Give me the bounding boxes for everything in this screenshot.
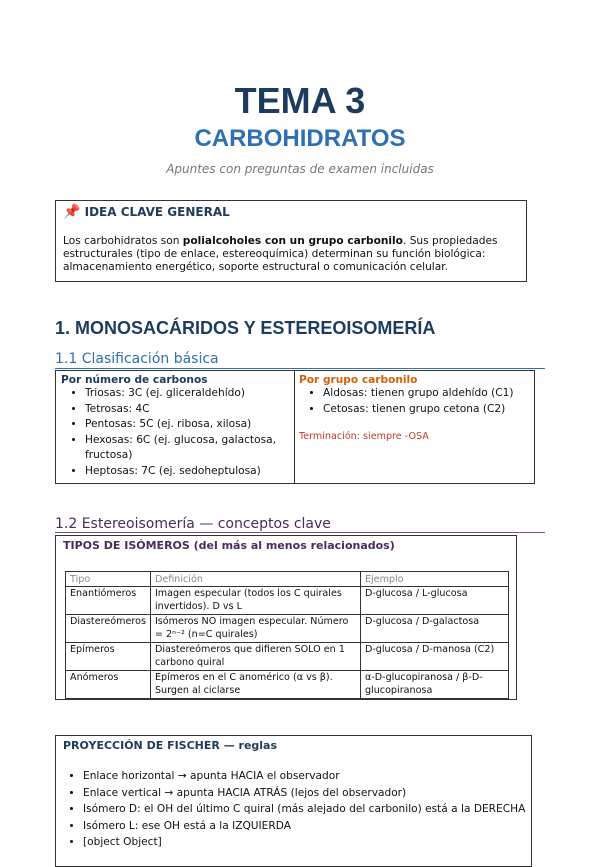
subsection-1-1-heading bbox=[55, 351, 219, 367]
fischer-rules-box bbox=[55, 735, 532, 867]
classification-by-carbons bbox=[61, 374, 289, 479]
isomer-types-heading: TIPOS DE ISÓMEROS (del más al menos relacionados) bbox=[63, 539, 395, 552]
pushpin-icon: 📌 bbox=[63, 204, 81, 220]
page-subtitle: CARBOHIDRATOS bbox=[194, 125, 406, 152]
table-header-row bbox=[66, 572, 509, 587]
page-tagline: Apuntes con preguntas de examen incluidas bbox=[166, 162, 434, 176]
key-idea-heading bbox=[63, 204, 230, 220]
list-item: • Enlace vertical → apunta HACIA ATRÁS (lejos del observador) bbox=[83, 785, 525, 802]
list-item: • Heptosas: 7C (ej. sedoheptulosa) bbox=[85, 464, 289, 480]
list-item: • Enlace horizontal → apunta HACIA el observador bbox=[83, 768, 525, 785]
list-item: • Pentosas: 5C (ej. ribosa, xilosa) bbox=[85, 417, 289, 433]
key-idea-heading-text: IDEA CLAVE GENERAL bbox=[84, 205, 230, 219]
table-cell: Epímeros en el C anomérico (α vs β). Surgen al ciclarse bbox=[150, 671, 360, 699]
classification-by-carbonyl bbox=[299, 374, 531, 442]
carbon-count-list bbox=[61, 386, 289, 479]
classification-box bbox=[55, 370, 535, 484]
table-row bbox=[66, 615, 509, 643]
column-header-definition: Definición bbox=[150, 572, 360, 587]
carbonyl-list bbox=[299, 386, 531, 417]
subsection-1-1-rule bbox=[55, 368, 545, 369]
classification-divider bbox=[294, 371, 295, 483]
isomer-types-table bbox=[65, 571, 509, 699]
isomer-types-box bbox=[55, 535, 517, 700]
table-cell: D-glucosa / D-manosa (C2) bbox=[360, 643, 508, 671]
list-item: • Triosas: 3C (ej. gliceraldehído) bbox=[85, 386, 289, 402]
table-cell: Anómeros bbox=[66, 671, 151, 699]
list-item: • Isómero L: ese OH está a la IZQUIERDA bbox=[83, 818, 525, 835]
list-item: • Cetosas: tienen grupo cetona (C2) bbox=[323, 402, 531, 418]
subsection-1-2-title: 1.2 Estereoisomería — conceptos clave bbox=[55, 516, 331, 532]
table-cell: α-D-glucopiranosa / β-D-glucopiranosa bbox=[360, 671, 508, 699]
table-cell: Enantiómeros bbox=[66, 587, 151, 615]
classification-right-heading: Por grupo carbonilo bbox=[299, 374, 418, 386]
key-idea-text bbox=[63, 235, 518, 274]
classification-left-heading: Por número de carbonos bbox=[61, 374, 208, 386]
table-cell: Diastereómeros bbox=[66, 615, 151, 643]
list-item: • Hexosas: 6C (ej. glucosa, galactosa, fructosa) bbox=[85, 433, 289, 464]
table-row bbox=[66, 587, 509, 615]
table-row bbox=[66, 643, 509, 671]
fischer-rules-heading: PROYECCIÓN DE FISCHER — reglas bbox=[63, 739, 278, 752]
key-idea-text-pre: Los carbohidratos son bbox=[63, 235, 183, 247]
list-item: • [object Object] bbox=[83, 834, 525, 851]
subsection-1-1-title: 1.1 Clasificación básica bbox=[55, 351, 219, 367]
key-idea-box bbox=[55, 200, 527, 282]
subsection-1-2-rule bbox=[55, 532, 545, 533]
list-item: • Tetrosas: 4C bbox=[85, 402, 289, 418]
table-cell: Isómeros NO imagen especular. Número = 2ⁿ⁻² (n=C quirales) bbox=[150, 615, 360, 643]
column-header-example: Ejemplo bbox=[360, 572, 508, 587]
subsection-1-2-heading bbox=[55, 516, 331, 532]
table-cell: D-glucosa / L-glucosa bbox=[360, 587, 508, 615]
table-cell: D-glucosa / D-galactosa bbox=[360, 615, 508, 643]
column-header-type: Tipo bbox=[66, 572, 151, 587]
suffix-note: Terminación: siempre -OSA bbox=[299, 431, 429, 442]
section-1-heading: 1. MONOSACÁRIDOS Y ESTEREOISOMERÍA bbox=[55, 318, 436, 338]
page-title: TEMA 3 bbox=[234, 80, 366, 121]
key-idea-text-bold: polialcoholes con un grupo carbonilo bbox=[182, 235, 403, 247]
list-item: • Aldosas: tienen grupo aldehído (C1) bbox=[323, 386, 531, 402]
table-cell: Imagen especular (todos los C quirales invertidos). D vs L bbox=[150, 587, 360, 615]
list-item: • Isómero D: el OH del último C quiral (más alejado del carbonilo) está a la DERECHA bbox=[83, 801, 525, 818]
table-row bbox=[66, 671, 509, 699]
table-cell: Diastereómeros que difieren SOLO en 1 carbono quiral bbox=[150, 643, 360, 671]
fischer-rules-list bbox=[63, 768, 525, 851]
table-cell: Epímeros bbox=[66, 643, 151, 671]
key-idea-text-post: . Sus propiedades estructurales (tipo de enlace, estereoquímica) determinan su función biológica: almacenamiento energético, soporte estructural o comunicación celular. bbox=[63, 235, 498, 273]
